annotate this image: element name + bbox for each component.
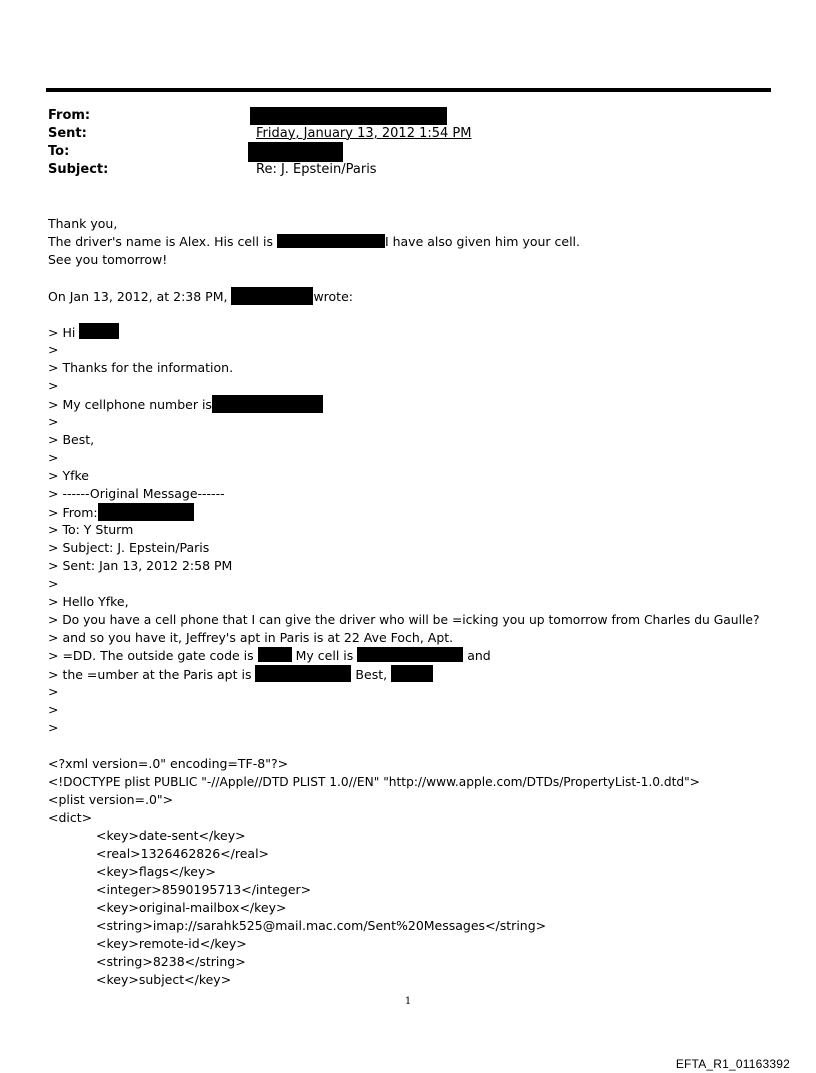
plist-line: <dict> bbox=[48, 810, 93, 825]
plist-line: <key>remote-id</key> bbox=[96, 936, 247, 951]
quoted-line: > Best, bbox=[48, 432, 95, 447]
redacted-apt-number bbox=[255, 665, 351, 682]
quoted-line: > bbox=[48, 684, 59, 699]
subject-value: Re: J. Epstein/Paris bbox=[256, 162, 377, 177]
quoted-line: > To: Y Sturm bbox=[48, 522, 134, 537]
redacted-name bbox=[79, 323, 119, 339]
quoted-my-cell: My cell is bbox=[291, 648, 354, 663]
redacted-sender bbox=[231, 287, 313, 305]
header-rule bbox=[46, 88, 771, 92]
quoted-line: > bbox=[48, 414, 59, 429]
quoted-line bbox=[48, 665, 433, 684]
redacted-signature bbox=[391, 665, 433, 682]
quoted-line: > bbox=[48, 450, 59, 465]
body-driver-text-2: I have also given him your cell. bbox=[384, 234, 581, 249]
quoted-apt-number: > the =umber at the Paris apt is bbox=[48, 667, 252, 682]
redacted-driver-cell bbox=[277, 234, 385, 248]
quoted-line: > bbox=[48, 378, 59, 393]
to-label: To: bbox=[48, 144, 70, 159]
quoted-line: > Subject: J. Epstein/Paris bbox=[48, 540, 210, 555]
quoted-line: > bbox=[48, 576, 59, 591]
plist-line: <key>flags</key> bbox=[96, 864, 216, 879]
quoted-hi: > Hi bbox=[48, 325, 80, 340]
quoted-line bbox=[48, 395, 323, 414]
quoted-line: > bbox=[48, 720, 59, 735]
from-label: From: bbox=[48, 108, 91, 123]
plist-line: <!DOCTYPE plist PUBLIC "-//Apple//DTD PLIST 1.0//EN" "http://www.apple.com/DTDs/PropertyList-1.0.dtd"> bbox=[48, 775, 700, 789]
quoted-line: > Thanks for the information. bbox=[48, 360, 234, 375]
plist-line: <string>8238</string> bbox=[96, 954, 246, 969]
plist-line: <?xml version=.0" encoding=TF-8"?> bbox=[48, 756, 289, 771]
sent-label: Sent: bbox=[48, 126, 87, 141]
bates-number: EFTA_R1_01163392 bbox=[675, 1057, 790, 1071]
redacted-from bbox=[250, 107, 447, 125]
quoted-line bbox=[48, 503, 194, 522]
subject-label: Subject: bbox=[48, 162, 109, 177]
quoted-line: > Hello Yfke, bbox=[48, 594, 129, 609]
plist-line: <string>imap://sarahk525@mail.mac.com/Sent%20Messages</string> bbox=[96, 918, 547, 933]
body-line-driver bbox=[48, 233, 580, 251]
plist-line: <key>subject</key> bbox=[96, 972, 232, 987]
quoted-line: > ------Original Message------ bbox=[48, 486, 225, 501]
redacted-gate-code bbox=[258, 647, 292, 662]
redacted-cellphone bbox=[212, 395, 323, 413]
quoted-line: > bbox=[48, 702, 59, 717]
sent-value: Friday, January 13, 2012 1:54 PM bbox=[256, 126, 472, 141]
quoted-line bbox=[48, 323, 119, 342]
quoted-line: > bbox=[48, 342, 59, 357]
redacted-to bbox=[248, 142, 343, 162]
plist-line: <integer>8590195713</integer> bbox=[96, 882, 312, 897]
quoted-from: > From: bbox=[48, 505, 98, 520]
quoted-best: Best, bbox=[351, 667, 388, 682]
wrote-prefix: On Jan 13, 2012, at 2:38 PM, bbox=[48, 289, 232, 304]
body-line-see-you: See you tomorrow! bbox=[48, 252, 168, 267]
quoted-cellphone: > My cellphone number is bbox=[48, 397, 212, 412]
body-line-wrote bbox=[48, 287, 353, 306]
body-line-thanks: Thank you, bbox=[48, 216, 118, 231]
plist-line: <plist version=.0"> bbox=[48, 792, 174, 807]
quoted-line: > Sent: Jan 13, 2012 2:58 PM bbox=[48, 558, 233, 573]
redacted-my-cell bbox=[357, 647, 463, 662]
wrote-suffix: wrote: bbox=[313, 289, 353, 304]
quoted-line: > and so you have it, Jeffrey's apt in Paris is at 22 Ave Foch, Apt. bbox=[48, 630, 454, 645]
quoted-gate-code: > =DD. The outside gate code is bbox=[48, 648, 254, 663]
body-driver-text: The driver's name is Alex. His cell is bbox=[48, 234, 277, 249]
plist-line: <key>date-sent</key> bbox=[96, 828, 246, 843]
quoted-line: > Do you have a cell phone that I can give the driver who will be =icking you up tomorrow from Charles du Gaulle? bbox=[48, 613, 760, 627]
plist-line: <real>1326462826</real> bbox=[96, 846, 270, 861]
quoted-line bbox=[48, 647, 491, 665]
redacted-quoted-from bbox=[98, 503, 194, 521]
plist-line: <key>original-mailbox</key> bbox=[96, 900, 287, 915]
quoted-and: and bbox=[463, 648, 491, 663]
quoted-line: > Yfke bbox=[48, 468, 89, 483]
page-number: 1 bbox=[404, 996, 412, 1007]
